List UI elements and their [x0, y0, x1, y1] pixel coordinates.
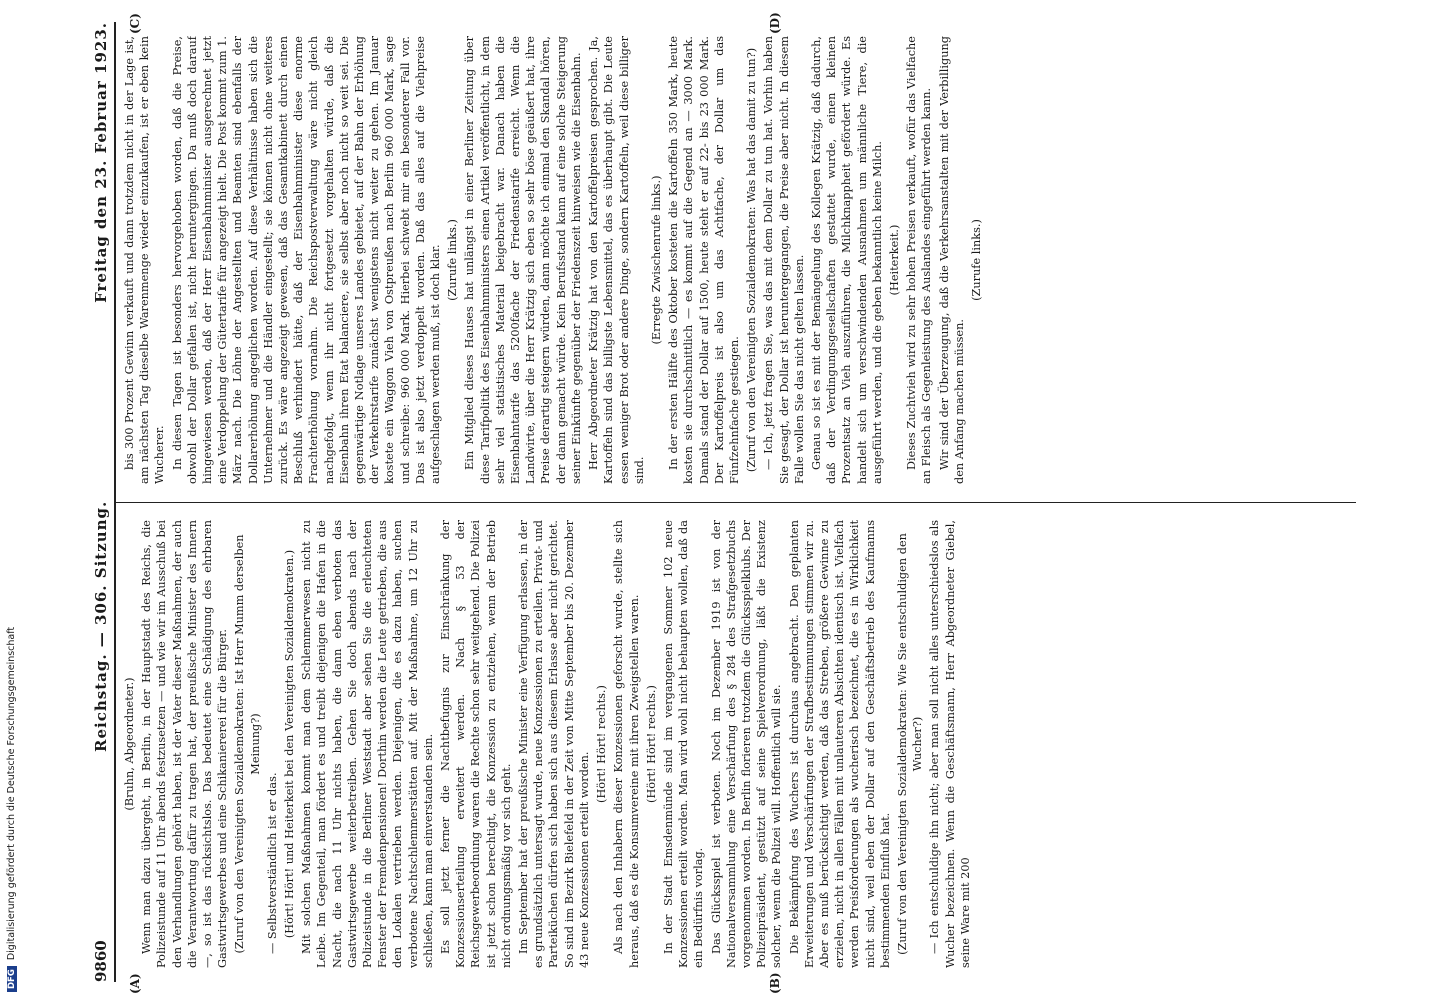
digitization-footer: [6, 8, 20, 992]
paragraph: In der Stadt Emsdenmünde sind im vergangenen Sommer 102 neue Konzessionen erteilt worden. Man wird wohl nicht behaupten wollen, daß da ein Bedürfnis vorlag.: [661, 520, 706, 968]
paragraph: — Ich entschuldige ihn nicht; aber man soll nicht alles unterschiedslos als Wucher bezeichnen. Wenn die Geschäftsmann, Herr Abgeordneter Giebel, seine Ware mit 200: [928, 520, 972, 968]
right-text-column: [122, 36, 1352, 484]
paragraph: In der ersten Hälfte des Oktober kosteten die Kartoffeln 350 Mark, heute kosten sie durchschnittlich — es kommt auf die Gegend an — 3000 Mark. Damals stand der Dollar auf 1500, heute steht er auf 22- bis 23 000 Mark. Der Kartoffelpreis ist also um das Achtfache, der Dollar um das Fünfzehnfache gestiegen.: [667, 36, 741, 484]
session-title: Reichstag. — 306. Sitzung.: [92, 500, 110, 752]
paragraph: (Hört! Hört! rechts.): [644, 685, 658, 803]
paragraph: — Ich, jetzt fragen Sie, was das mit dem Dollar zu tun hat. Vorhin haben Sie gesagt, der Dollar ist heruntergegangen, die Preise aber nicht. In diesem Falle wollen Sie das nicht gelten lassen.: [762, 36, 806, 484]
page-number: 9860: [92, 940, 110, 982]
paragraph: Genau so ist es mit der Bemängelung des Kollegen Krätzig, daß dadurch, daß der Verdingungsgesellschaften gestattet wurde, einen kleinen Prozentsatz an Vieh auszuführen, die Milchknappheit gefördert würde. Es handelt sich um verschwindenden Ausnahmen um männliche Tiere, die ausgeführt werden, und die geben bekanntlich keine Milch.: [809, 36, 884, 484]
paragraph: — Selbstverständlich ist er das.: [265, 772, 279, 954]
running-header: [88, 22, 116, 982]
paragraph: Mit solchen Maßnahmen kommt man dem Schlemmerwesen nicht zu Leibe. Im Gegenteil, man fördert es und treibt diejenigen die Hafen in die Nacht, die nach 11 Uhr nichts haben, die dann eben verboten das Gastwirtsgewerbe weiterbetreiben. Gehen Sie doch abends nach der Polizeistunde in die Berliner Weststadt aber sehen Sie die erleuchteten Fenster der Fremdenpensionen! Dorthin werden die Leute getrieben, die aus den Lokalen vertrieben werden. Diejenigen, die es dazu haben, suchen verbotene Nachtschlemmerstätten auf. Mit der Maßnahme, um 12 Uhr zu schließen, kann man einverstanden sein.: [300, 520, 435, 968]
paragraph: Das Glücksspiel ist verboten. Noch im Dezember 1919 ist von der Nationalversammlung eine Verschärfung des § 284 des Strafgesetzbuchs vorgenommen worden. In Berlin florieren trotzdem die Glücksspielklubs. Der Polizeipräsident, gestützt auf seine Spielverordnung, läßt die Existenz solcher, wenn die Polizei will. Hoffentlich will sie.: [709, 520, 784, 968]
footer-credit: Digitalisierung gefördert durch die Deutsche Forschungsgemeinschaft: [6, 626, 17, 961]
paragraph: Ein Mitglied dieses Hauses hat unlängst in einer Berliner Zeitung über diese Tarifpolitik des Eisenbahnministers einen Artikel veröffentlicht, in dem sehr viel statistisches Material beigebracht war. Danach haben die Eisenbahntarife das 5200fache der Friedenstarife erreicht. Wenn die Landwirte, über die Herr Krätzig sich eben so sehr böse geäußert hat, ihre Preise derartig steigern würden, dann möchte ich einmal den Skandal hören, der dann gemacht würde. Kein Berufsstand kann auf eine solche Steigerung seiner Einkünfte gegenüber der Friedenszeit hinweisen wie die Eisenbahn.: [463, 36, 583, 484]
paragraph: (Zuruf von den Vereinigten Sozialdemokraten: Was hat das damit zu tun?): [745, 47, 759, 473]
paragraph: (Hört! Hört! rechts.): [595, 685, 609, 803]
paragraph: In diesen Tagen ist besonders hervorgehoben worden, daß die Preise, obwohl der Dollar gefallen ist, nicht heruntergingen. Da muß doch darauf hingewiesen werden, daß der Herr Eisenbahnminister ausgerechnet jetzt eine Verdoppelung der Gütertarife für angezeigt hielt. Die Post kommt zum 1. März nach. Die Löhne der Angestellten und Beamten sind ebenfalls der Dollarerhöhung angeglichen worden. Auf diese Verhältnisse haben sich die Unternehmer und die Händler eingestellt; sie können nicht ohne weiteres zurück. Es wäre angezeigt gewesen, daß das Gesamtkabinett durch einen Beschluß verhindert hätte, daß der Eisenbahnminister diese enorme Frachterhöhung vornahm. Die Reichspostverwaltung wäre nicht gleich nachgefolgt, wenn ihr nicht fortgesetzt vorgehalten würde, daß die Eisenbahn ihren Etat balanciere, sie selbst aber noch nicht so weit sei. Die gegenwärtige Notlage unseres Landes gebietet, auf der Bahn der Erhöhung der Verkehrstarife zunächst wenigstens nicht weiter zu gehen. Im Januar kostete ein Waggon Vieh von Ostpreußen nach Berlin 960 000 Mark, sage und schreibe: 960 000 Mark. Hierbei schwebt mir ein besonderer Fall vor. Das ist also jetzt verdoppelt worden. Daß das alles auf die Viehpreise aufgeschlagen werden muß, ist doch klar.: [170, 36, 443, 484]
paragraph: (Zurufe links.): [446, 219, 460, 301]
dfg-logo: DFG: [7, 966, 17, 992]
margin-marker-d: (D): [768, 12, 782, 34]
paragraph: Die Bekämpfung des Wuchers ist durchaus angebracht. Den geplanten Erweiterungen und Verschärfungen der Strafbestimmungen stimmen wir zu. Aber es muß berücksichtigt werden, daß das Streben, größere Gewinne zu erzielen, nicht in allen Fällen mit unlauteren Absichten identisch ist. Vielfach werden Preisforderungen als wucherisch bezeichnet, die es in Wirklichkeit nicht sind, weil eben der Dollar auf den Geschäftsbetrieb des Kaufmanns bestimmenden Einfluß hat.: [787, 520, 892, 968]
paragraph: Im September hat der preußische Minister eine Verfügung erlassen, in der es grundsätzlich untersagt wurde, neue Konzessionen zu erteilen. Privat- und Parteiküchen dürfen sich haben sich aus diesem Erlasse aber nicht gerichtet. So sind im Bezirk Bielefeld in der Zeit von Mitte September bis 20. Dezember 43 neue Konzessionen erteilt worden.: [517, 520, 591, 968]
column-divider: [116, 502, 1356, 503]
printed-page: [88, 12, 1388, 994]
paragraph: Herr Abgeordneter Krätzig hat von den Kartoffelpreisen gesprochen. Ja, Kartoffeln sind das billigste Lebensmittel, das es überhaupt gibt. Die Leute essen weniger Brot oder andere Dinge, sondern Kartoffeln, weil diese billiger sind.: [587, 36, 646, 484]
paragraph: (Zurufe links.): [969, 219, 983, 301]
margin-marker-c: (C): [128, 13, 142, 34]
paragraph: Es soll jetzt ferner die Nachtbefugnis zur Einschränkung der Konzessionserteilung erweitert werden. Nach § 53 der Reichsgewerbeordnung waren die Rechte schon sehr weitgehend. Die Polizei ist jetzt schon berechtigt, die Konzession zu entziehen, wenn der Betrieb nicht ordnungsmäßig vor sich geht.: [439, 520, 513, 968]
paragraph: (Hört! Hört! und Heiterkeit bei den Vereinigten Sozialdemokraten.): [283, 549, 297, 939]
left-text-column: [122, 520, 1352, 968]
footer-text-line: [6, 8, 20, 992]
paragraph: (Zuruf von den Vereinigten Sozialdemokraten: Ist Herr Mumm derselben Meinung?): [233, 534, 262, 954]
paragraph: Dieses Zuchtvieh wird zu sehr hohen Preisen verkauft, wofür das Vielfache an Fleisch als Gegenleistung des Auslandes eingeführt werden kann.: [905, 36, 934, 484]
paragraph: Wenn man dazu übergeht, in Berlin, in der Hauptstadt des Reichs, die Polizeistunde auf 11 Uhr abends festzusetzen — und wie wir im Ausschuß bei den Verhandlungen gehört haben, ist der Vater dieser Maßnahmen, der auch die Verantwortung dafür zu tragen hat, der preußische Minister des Innern —, so ist das rücksichtslos. Das bedeutet eine Schädigung des ehrbaren Gastwirtsgewerbes und eine Schikaniererei für die Bürger.: [140, 520, 230, 968]
margin-marker-b: (B): [768, 972, 782, 994]
paragraph: (Heiterkeit.): [887, 224, 901, 296]
paragraph: (Bruhn, Abgeordneter.): [123, 677, 136, 811]
session-date: Freitag den 23. Februar 1923.: [92, 22, 110, 303]
paragraph: (Erregte Zwischenrufe links.): [649, 175, 663, 345]
rotated-content: [88, 12, 1388, 994]
paragraph: (Zuruf von den Vereinigten Sozialdemokraten: Wie Sie entschuldigen den Wucher?): [895, 533, 925, 955]
margin-marker-a: (A): [128, 973, 142, 994]
paragraph: Wir sind der Überzeugung, daß die Verkehrsanstalten mit der Verbilligung den Anfang machen müssen.: [937, 36, 966, 484]
paragraph: bis 300 Prozent Gewinn verkauft und dann trotzdem nicht in der Lage ist, am nächsten Tag dieselbe Warenmenge wieder einzukaufen, ist er eben kein Wucherer.: [123, 36, 167, 484]
paragraph: Als nach den Inhabern dieser Konzessionen geforscht wurde, stellte sich heraus, daß es die Konsumvereine mit ihren Zweigstellen waren.: [612, 520, 641, 968]
